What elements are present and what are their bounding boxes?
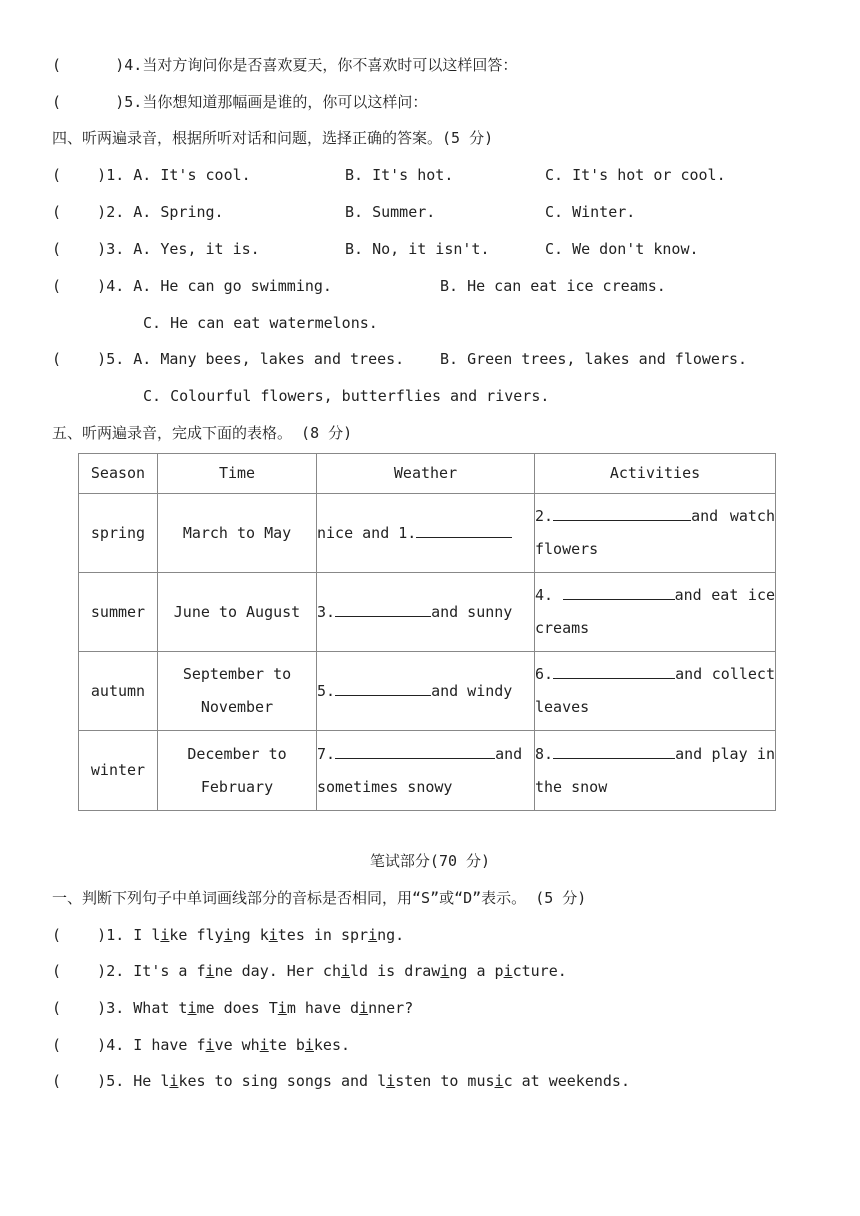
weather-cell: 3. and sunny [317,573,535,652]
answer-blank[interactable] [61,1072,97,1090]
answer-blank[interactable] [61,166,97,184]
time-cell: March to May [158,494,317,573]
answer-blank[interactable] [335,602,431,617]
answer-blank[interactable] [563,585,675,600]
writing1-heading: 一、判断下列句子中单词画线部分的音标是否相同，用“S”或“D”表示。 (5 分) [52,889,587,907]
question-5: ( )5.当你想知道那幅画是谁的，你可以这样问： [52,93,428,111]
activities-cell: 2. and watch flowers [535,494,776,573]
writing1-item-1: ( )1. I like flying kites in spring. [52,926,405,944]
answer-blank[interactable] [61,1036,97,1054]
time-cell: December to February [158,731,317,811]
weather-cell: 7. and sometimes snowy [317,731,535,811]
written-part-title: 笔试部分(70 分) [369,852,491,870]
table-row [79,652,776,731]
answer-blank[interactable] [61,999,97,1017]
answer-blank[interactable] [553,664,675,679]
header-time: Time [158,454,317,494]
answer-blank[interactable] [61,93,115,111]
table-header-row [79,454,776,494]
activities-cell: 6. and collect leaves [535,652,776,731]
header-weather: Weather [317,454,535,494]
writing1-item-3: ( )3. What time does Tim have dinner? [52,999,414,1017]
season-cell: autumn [79,652,158,731]
answer-blank[interactable] [335,744,495,759]
section4-heading: 四、听两遍录音，根据所听对话和问题，选择正确的答案。(5 分) [52,129,494,147]
header-season: Season [79,454,158,494]
answer-blank[interactable] [61,203,97,221]
answer-blank[interactable] [61,240,97,258]
season-cell: spring [79,494,158,573]
answer-blank[interactable] [335,681,431,696]
seasons-table [78,453,776,811]
time-cell: June to August [158,573,317,652]
answer-blank[interactable] [61,277,97,295]
answer-blank[interactable] [553,506,691,521]
answer-blank[interactable] [416,523,512,538]
table-row [79,731,776,811]
answer-blank[interactable] [61,56,115,74]
answer-blank[interactable] [61,926,97,944]
answer-blank[interactable] [553,744,675,759]
section5-heading: 五、听两遍录音，完成下面的表格。 (8 分) [52,424,353,442]
writing1-item-5: ( )5. He likes to sing songs and listen to music at weekends. [52,1072,630,1090]
question-4: ( )4.当对方询问你是否喜欢夏天，你不喜欢时可以这样回答： [52,56,518,74]
activities-cell: 4. and eat ice creams [535,573,776,652]
time-cell: September to November [158,652,317,731]
season-cell: winter [79,731,158,811]
writing1-item-4: ( )4. I have five white bikes. [52,1036,351,1054]
answer-blank[interactable] [61,350,97,368]
season-cell: summer [79,573,158,652]
header-activities: Activities [535,454,776,494]
answer-blank[interactable] [61,962,97,980]
writing1-item-2: ( )2. It's a fine day. Her child is drawing a picture. [52,962,567,980]
activities-cell: 8. and play in the snow [535,731,776,811]
table-row [79,494,776,573]
table-row [79,573,776,652]
weather-cell: 5. and windy [317,652,535,731]
weather-cell: nice and 1. [317,494,535,573]
